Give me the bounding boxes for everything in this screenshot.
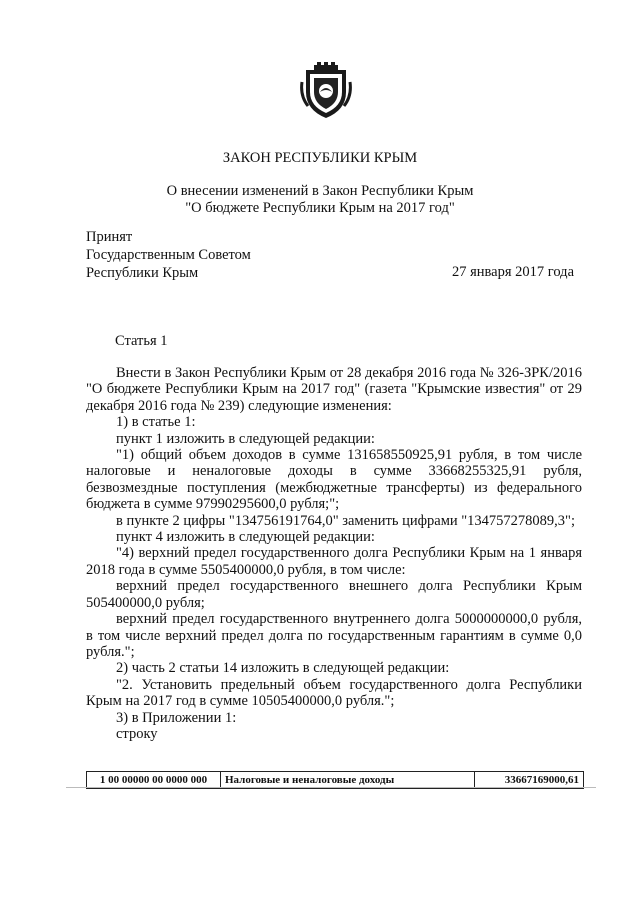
article-body xyxy=(86,365,582,742)
paragraph: в пункте 2 цифры "134756191764,0" заменить цифрами "134757278089,3"; xyxy=(116,512,576,529)
paragraph: верхний предел государственного внешнего долга Республики Крым 505400000,0 рубля; xyxy=(86,578,582,611)
article-heading: Статья 1 xyxy=(115,333,168,349)
paragraph: пункт 4 изложить в следующей редакции: xyxy=(116,529,375,546)
paragraph: строку xyxy=(116,725,158,742)
law-title: ЗАКОН РЕСПУБЛИКИ КРЫМ xyxy=(222,150,418,166)
table-cell-amount: 33667169000,61 xyxy=(475,772,584,789)
crimea-coat-of-arms-emblem xyxy=(300,62,352,120)
law-subtitle-line2: "О бюджете Республики Крым на 2017 год" xyxy=(185,200,455,216)
paragraph: "2. Установить предельный объем государственного долга Республики Крым на 2017 год в сумме 10505400000,0 рубля."; xyxy=(86,676,582,710)
paragraph: "4) верхний предел государственного долга Республики Крым на 1 января 2018 года в сумме 5505400000,0 рубля, в том числе: xyxy=(86,545,582,578)
table-cell-code: 1 00 00000 00 0000 000 xyxy=(87,772,221,789)
table-row xyxy=(87,772,584,789)
adoption-block xyxy=(86,228,251,282)
adoption-date: 27 января 2017 года xyxy=(451,264,574,280)
paragraph: 1) в статье 1: xyxy=(116,414,196,431)
paragraph: Внести в Закон Республики Крым от 28 декабря 2016 года № 326-ЗРК/2016 "О бюджете Республики Крым на 2017 год" (газета "Крымские известия" от 29 декабря 2016 года № 239) следующие изменения: xyxy=(86,365,582,414)
table-cell-name: Налоговые и неналоговые доходы xyxy=(221,772,475,789)
paragraph: "1) общий объем доходов в сумме 131658550925,91 рубля, в том числе налоговые и неналоговые доходы в сумме 33668255325,91 рубля, безвозмездные поступления (межбюджетные трансферты) из федерального бюджета в сумме 97990295600,0 рубля;"; xyxy=(86,447,582,513)
paragraph: 3) в Приложении 1: xyxy=(116,709,237,726)
adoption-line3: Республики Крым xyxy=(86,265,199,281)
adoption-line1: Принят xyxy=(86,229,133,245)
paragraph: верхний предел государственного внутреннего долга 5000000000,0 рубля, в том числе верхний предел долга по государственным гарантиям в сумме 0,0 рубля."; xyxy=(86,611,582,660)
paragraph: пункт 1 изложить в следующей редакции: xyxy=(116,430,375,447)
scan-edge-line xyxy=(66,787,596,788)
adoption-line2: Государственным Советом xyxy=(86,247,251,263)
law-subtitle-line1: О внесении изменений в Закон Республики Крым xyxy=(166,183,474,199)
paragraph: 2) часть 2 статьи 14 изложить в следующей редакции: xyxy=(116,660,450,677)
